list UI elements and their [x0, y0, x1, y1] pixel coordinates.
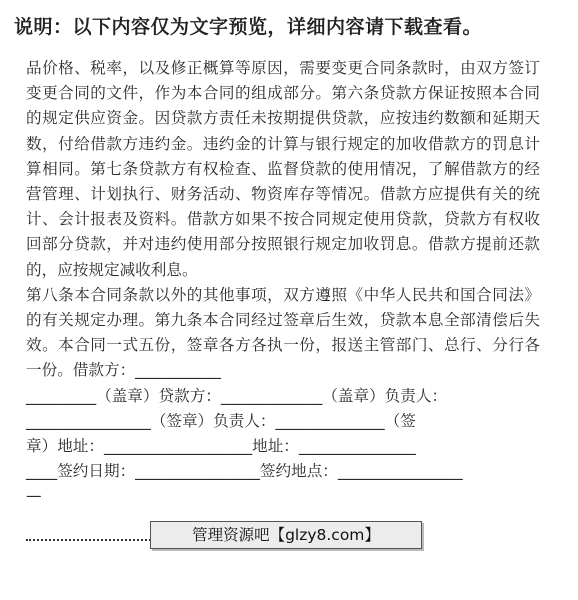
contract-body-text: 品价格、税率，以及修正概算等原因，需要变更合同条款时，由双方签订变更合同的文件，作为本合同的组成部分。第六条贷款方保证按照本合同的规定供应资金。因贷款方责任未按期提供贷款，应按违约数额和延期天数，付给借款方违约金。违约金的计算与银行规定的加收借款方的罚息计算相同。第七条贷款方有权检查、监督贷款的使用情况，了解借款方的经营管理、计划执行、财务活动、物资库存等情况。借款方应提供有关的统计、会计报表及资料。借款方如果不按合同规定使用贷款，贷款方有权收回部分贷款，并对违约使用部分按照银行规定加收罚息。借款方提前还款的，应按规定减收利息。 第八条本合同条款以外的其他事项，双方遵照《中华人民共和国合同法》的有关规定办理。第九条本合同经过签章后生效，贷款本息全部清偿后失效。本合同一式五份，签章各方各执一份，报送主管部门、总行、分行各一份。借款方：___________ _________（盖章）贷款方：_____________（盖章）负责人： ________________（签章）负责人：______________（签 章）地址：___________________地址：_______________ ____签约日期：________________签约地点：________________ —	[26, 59, 540, 506]
preview-notice: 说明：以下内容仅为文字预览，详细内容请下载查看。	[14, 16, 483, 38]
dotted-separator	[26, 531, 154, 541]
site-watermark-banner: 管理资源吧【glzy8.com】	[150, 521, 422, 549]
